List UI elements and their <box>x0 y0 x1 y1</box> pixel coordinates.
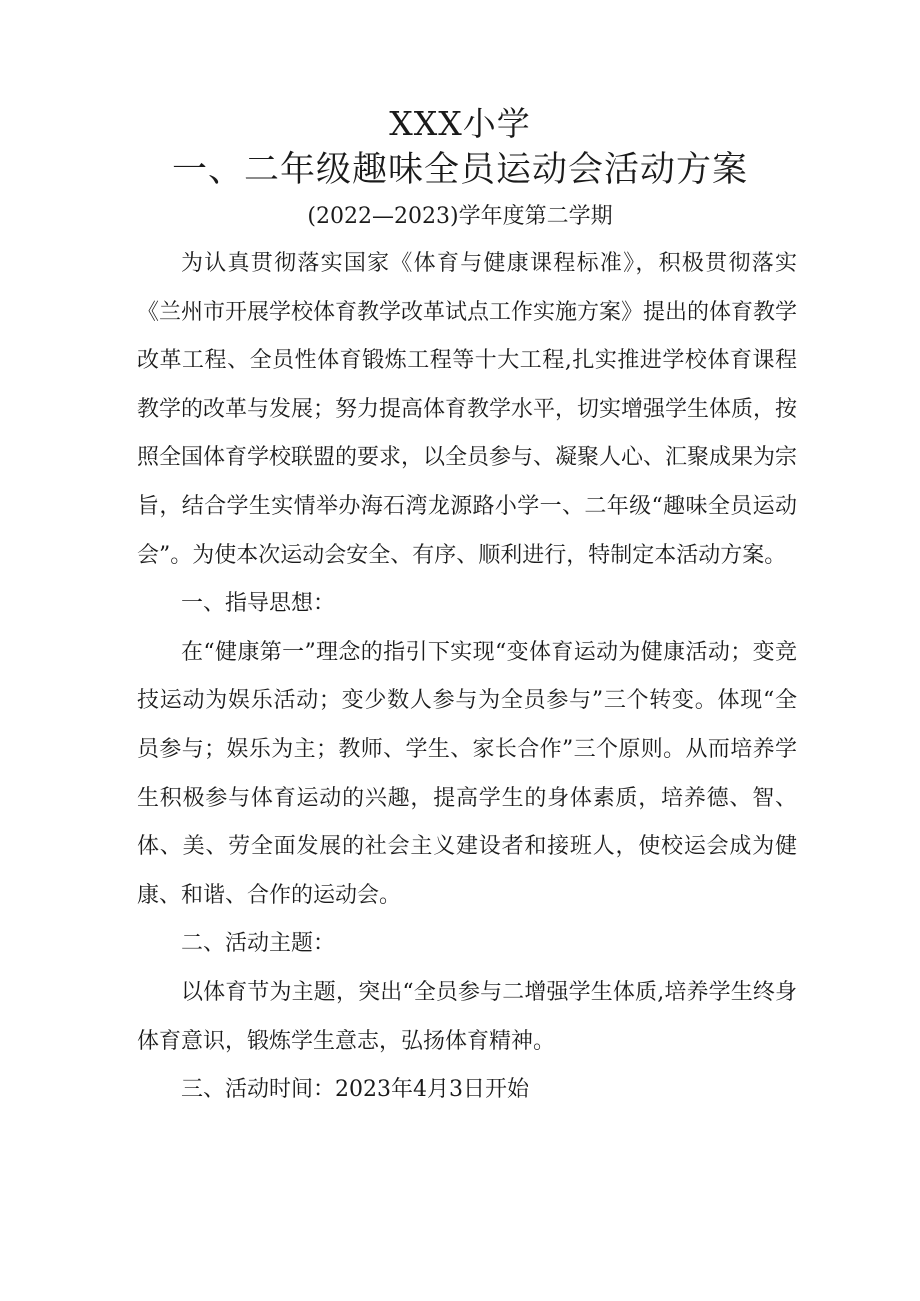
school-name: XXX小学 <box>389 104 531 143</box>
section-2-body: 以体育节为主题，突出“全员参与二增强学生体质,培养学生终身体育意识，锻炼学生意志，弘扬体育精神。 <box>137 979 797 1054</box>
term-subtitle: (2022—2023)学年度第二学期 <box>307 204 613 229</box>
section-2-heading: 二、活动主题： <box>181 931 336 957</box>
section-3-heading: 三、活动时间：2023年4月3日开始 <box>181 1077 529 1103</box>
section-1-heading: 一、指导思想： <box>181 591 336 617</box>
document-title: 一、二年级趣味全员运动会活动方案 <box>171 150 748 190</box>
intro-paragraph: 为认真贯彻落实国家《体育与健康课程标准》，积极贯彻落实《兰州市开展学校体育教学改革试点工作实施方案》提出的体育教学改革工程、全员性体育锻炼工程等十大工程,扎实推进学校体育课程教学的改革与发展；努力提高体育教学水平，切实增强学生体质，按照全国体育学校联盟的要求，以全员参与、凝聚人心、汇聚成果为宗旨，结合学生实情举办海石湾龙源路小学一、二年级“趣味全员运动会”。为使本次运动会安全、有序、顺利进行，特制定本活动方案。 <box>137 251 798 568</box>
section-1-body: 在“健康第一”理念的指引下实现“变体育运动为健康活动；变竞技运动为娱乐活动；变少数人参与为全员参与”三个转变。体现“全员参与；娱乐为主；教师、学生、家长合作”三个原则。从而培养学生积极参与体育运动的兴趣，提高学生的身体素质，培养德、智、体、美、劳全面发展的社会主义建设者和接班人，使校运会成为健康、和谐、合作的运动会。 <box>137 639 797 908</box>
document-body <box>137 240 797 1115</box>
